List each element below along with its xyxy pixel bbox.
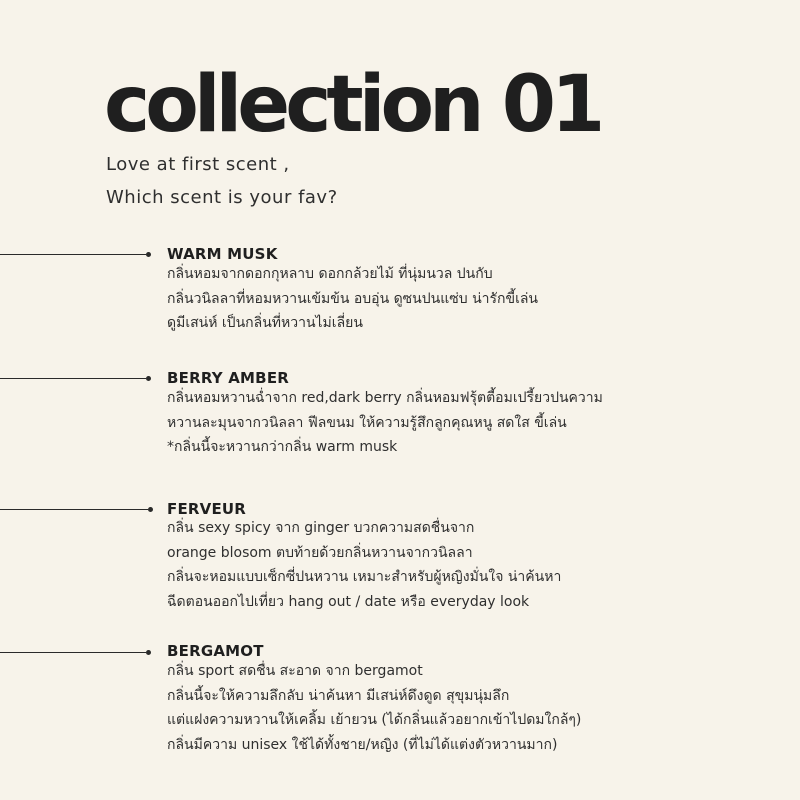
description-line: กลิ่นมีความ unisex ใช้ได้ทั้งชาย/หญิง (ที่ไม่ได้แต่งตัวหวานมาก) <box>167 736 558 753</box>
scent-description <box>167 659 581 757</box>
scent-name: FERVEUR <box>167 500 247 518</box>
connector-line <box>0 652 146 653</box>
tagline-line-2: Which scent is your fav? <box>106 187 338 208</box>
connector-line <box>0 509 148 510</box>
scent-description <box>167 386 603 460</box>
description-line: กลิ่นวนิลลาที่หอมหวานเข้มข้น อบอุ่น ดูซนปนแซ่บ น่ารักขี้เล่น <box>167 290 539 307</box>
description-line: กลิ่นหอมหวานฉ่ำจาก red,dark berry กลิ่นหอมฟรุ้ตตี้อมเปรี้ยวปนความ <box>167 390 603 406</box>
description-line: *กลิ่นนี้จะหวานกว่ากลิ่น warm musk <box>167 439 398 455</box>
bullet-dot <box>148 507 153 512</box>
tagline-line-1: Love at first scent , <box>106 154 290 175</box>
bullet-dot <box>146 252 151 257</box>
bullet-dot <box>146 376 151 381</box>
connector-line <box>0 254 146 255</box>
description-line: ฉีดตอนออกไปเที่ยว hang out / date หรือ everyday look <box>167 593 530 610</box>
collection-title: collection 01 <box>104 60 601 150</box>
description-line: แต่แฝงความหวานให้เคลิ้ม เย้ายวน (ได้กลิ่นแล้วอยากเข้าไปดมใกล้ๆ) <box>167 712 582 728</box>
description-line: กลิ่น sport สดชื่น สะอาด จาก bergamot <box>167 663 423 679</box>
connector-line <box>0 378 146 379</box>
description-line: กลิ่นหอมจากดอกกุหลาบ ดอกกล้วยไม้ ที่นุ่มนวล ปนกับ <box>167 266 493 282</box>
description-line: กลิ่นนี้จะให้ความลึกลับ น่าค้นหา มีเสน่ห์ดึงดูด สุขุมนุ่มลึก <box>167 687 510 704</box>
description-line: ดูมีเสน่ห์ เป็นกลิ่นที่หวานไม่เลี่ยน <box>167 315 363 331</box>
scent-name: BERRY AMBER <box>167 369 290 387</box>
description-line: หวานละมุนจากวนิลลา ฟีลขนม ให้ความรู้สึกลูกคุณหนู สดใส ขี้เล่น <box>167 414 567 431</box>
scent-name: WARM MUSK <box>167 245 278 263</box>
scent-description <box>167 262 538 336</box>
bullet-dot <box>146 650 151 655</box>
description-line: กลิ่นจะหอมแบบเซ็กซี่ปนหวาน เหมาะสำหรับผู้หญิงมั่นใจ น่าค้นหา <box>167 569 562 585</box>
description-line: orange blosom ตบท้ายด้วยกลิ่นหวานจากวนิลลา <box>167 544 473 561</box>
description-line: กลิ่น sexy spicy จาก ginger บวกความสดชื่นจาก <box>167 520 475 536</box>
scent-description <box>167 516 561 614</box>
scent-name: BERGAMOT <box>167 642 264 660</box>
